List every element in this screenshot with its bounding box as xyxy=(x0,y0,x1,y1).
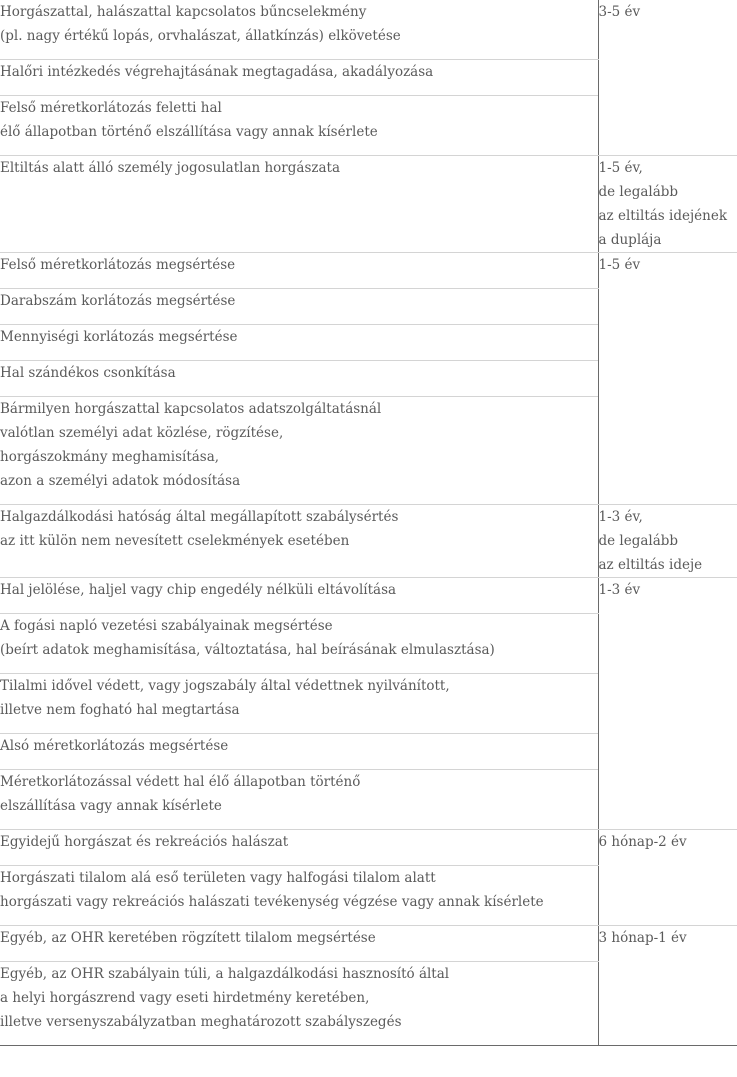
penalty-cell xyxy=(598,578,737,830)
penalty-text-line: az eltiltás ideje xyxy=(598,557,703,573)
offense-text-line: (beírt adatok meghamisítása, változtatása, hal beírásának elmulasztása) xyxy=(0,642,495,658)
offense-text-line: Horgászattal, halászattal kapcsolatos bűncselekmény xyxy=(0,4,367,20)
penalty-text-line: 1-3 év, xyxy=(598,509,643,525)
offense-text-line: elszállítása vagy annak kísérlete xyxy=(0,798,222,814)
offense-description xyxy=(0,578,598,614)
table-row xyxy=(0,830,737,866)
offense-text-line: Egyéb, az OHR keretében rögzített tilalom megsértése xyxy=(0,930,376,946)
offense-text-line: Alsó méretkorlátozás megsértése xyxy=(0,738,229,754)
offense-description xyxy=(0,156,598,253)
table-row xyxy=(0,0,737,60)
table-row xyxy=(0,578,737,614)
penalty-text-line: 3-5 év xyxy=(598,4,641,20)
offense-description xyxy=(0,325,598,361)
offense-description xyxy=(0,96,598,156)
offense-description xyxy=(0,674,598,734)
offense-description xyxy=(0,734,598,770)
offense-description xyxy=(0,289,598,325)
offense-text-line: Halőri intézkedés végrehajtásának megtagadása, akadályozása xyxy=(0,64,434,80)
penalty-text-line: 1-3 év xyxy=(598,582,641,598)
penalty-cell xyxy=(598,0,737,156)
offense-text-line: horgászokmány meghamisítása, xyxy=(0,449,220,465)
offense-text-line: élő állapotban történő elszállítása vagy annak kísérlete xyxy=(0,124,378,140)
offense-text-line: Eltiltás alatt álló személy jogosulatlan horgászata xyxy=(0,160,341,176)
offense-text-line: Egyéb, az OHR szabályain túli, a halgazdálkodási hasznosító által xyxy=(0,966,450,982)
penalty-text-line: 3 hónap-1 év xyxy=(598,930,687,946)
offense-text-line: Hal szándékos csonkítása xyxy=(0,365,176,381)
offense-text-line: (pl. nagy értékű lopás, orvhalászat, állatkínzás) elkövetése xyxy=(0,28,401,44)
penalty-cell xyxy=(598,156,737,253)
offense-description xyxy=(0,0,598,60)
offense-description xyxy=(0,60,598,96)
offense-text-line: Hal jelölése, haljel vagy chip engedély nélküli eltávolítása xyxy=(0,582,397,598)
penalty-cell xyxy=(598,505,737,578)
offense-description xyxy=(0,397,598,505)
offense-text-line: a helyi horgászrend vagy eseti hirdetmény keretében, xyxy=(0,990,370,1006)
penalty-cell xyxy=(598,926,737,1046)
offense-description xyxy=(0,866,598,926)
table-row xyxy=(0,156,737,253)
penalty-text-line: de legalább xyxy=(598,533,679,549)
penalty-text-line: 1-5 év, xyxy=(598,160,643,176)
penalty-text-line: 6 hónap-2 év xyxy=(598,834,687,850)
offense-text-line: Felső méretkorlátozás feletti hal xyxy=(0,100,222,116)
offense-text-line: az itt külön nem nevesített cselekmények esetében xyxy=(0,533,350,549)
offense-text-line: Tilalmi idővel védett, vagy jogszabály által védettnek nyilvánított, xyxy=(0,678,450,694)
offense-text-line: Felső méretkorlátozás megsértése xyxy=(0,257,236,273)
offense-text-line: Horgászati tilalom alá eső területen vagy halfogási tilalom alatt xyxy=(0,870,436,886)
offense-description xyxy=(0,830,598,866)
offense-description xyxy=(0,361,598,397)
penalty-text-line: de legalább xyxy=(598,184,679,200)
offense-text-line: valótlan személyi adat közlése, rögzítése, xyxy=(0,425,284,441)
offense-description xyxy=(0,962,598,1046)
penalty-text-line: 1-5 év xyxy=(598,257,641,273)
offense-text-line: Méretkorlátozással védett hal élő állapotban történő xyxy=(0,774,361,790)
offense-description xyxy=(0,770,598,830)
offense-text-line: Bármilyen horgászattal kapcsolatos adatszolgáltatásnál xyxy=(0,401,382,417)
offense-text-line: Darabszám korlátozás megsértése xyxy=(0,293,236,309)
offense-description xyxy=(0,614,598,674)
table-row xyxy=(0,253,737,289)
offense-text-line: Halgazdálkodási hatóság által megállapított szabálysértés xyxy=(0,509,399,525)
offense-text-line: illetve versenyszabályzatban meghatározott szabályszegés xyxy=(0,1014,402,1030)
offense-text-line: A fogási napló vezetési szabályainak megsértése xyxy=(0,618,333,634)
table-row xyxy=(0,505,737,578)
offense-description xyxy=(0,253,598,289)
offense-text-line: Egyidejű horgászat és rekreációs halászat xyxy=(0,834,289,850)
penalty-cell xyxy=(598,253,737,505)
offense-text-line: illetve nem fogható hal megtartása xyxy=(0,702,240,718)
penalty-text-line: az eltiltás idejének xyxy=(598,208,728,224)
offense-description xyxy=(0,926,598,962)
penalty-cell xyxy=(598,830,737,926)
offense-description xyxy=(0,505,598,578)
offense-text-line: azon a személyi adatok módosítása xyxy=(0,473,241,489)
offense-text-line: Mennyiségi korlátozás megsértése xyxy=(0,329,238,345)
offense-text-line: horgászati vagy rekreációs halászati tevékenység végzése vagy annak kísérlete xyxy=(0,894,544,910)
penalty-text-line: a duplája xyxy=(598,232,662,248)
table-row xyxy=(0,926,737,962)
